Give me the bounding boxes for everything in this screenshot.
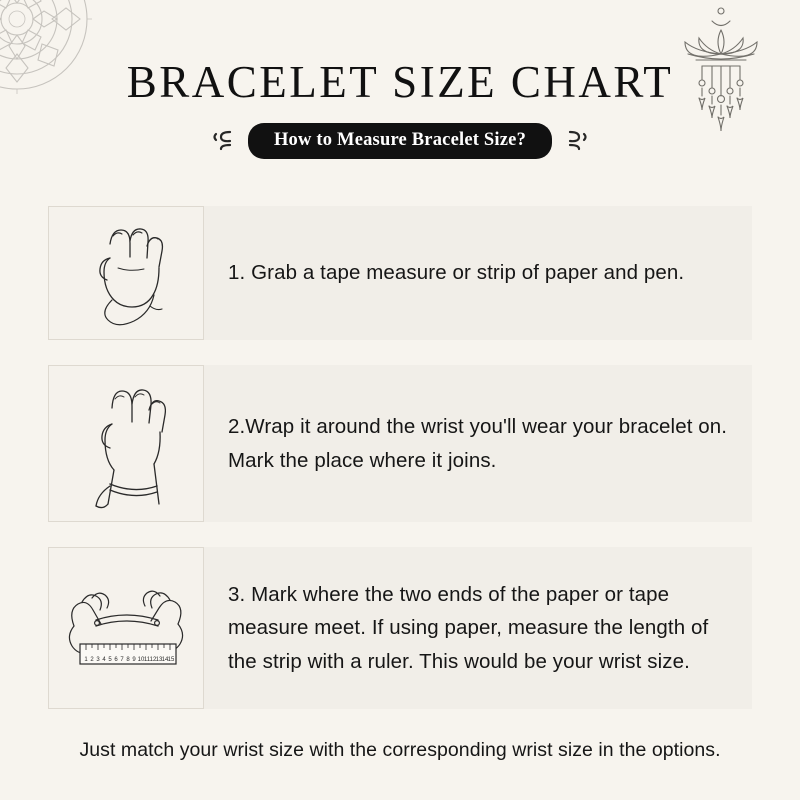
squiggle-right-icon (564, 128, 590, 154)
footer-note: Just match your wrist size with the corresponding wrist size in the options. (79, 739, 721, 761)
step-3-text: 3. Mark where the two ends of the paper or tape measure meet. If using paper, measure the length of the strip with a ruler. This would be your wrist size. (228, 583, 709, 673)
svg-text:8: 8 (126, 657, 130, 663)
hand-with-tape-around-wrist-icon (66, 374, 186, 514)
steps-list (48, 206, 752, 734)
subtitle-row (0, 123, 800, 159)
list-item (48, 365, 752, 522)
svg-text:4: 4 (102, 657, 106, 663)
svg-text:12: 12 (149, 657, 157, 663)
subtitle-pill: How to Measure Bracelet Size? (248, 123, 552, 159)
hand-holding-tape-measure-icon (66, 214, 186, 332)
svg-text:7: 7 (120, 657, 124, 663)
svg-text:13: 13 (155, 657, 163, 663)
squiggle-left-icon (210, 128, 236, 154)
svg-text:6: 6 (114, 657, 118, 663)
svg-text:1: 1 (84, 657, 88, 663)
step-1-text: 1. Grab a tape measure or strip of paper and pen. (228, 261, 685, 285)
svg-text:5: 5 (108, 657, 112, 663)
list-item (48, 206, 752, 340)
step-3-illustration (48, 547, 204, 709)
svg-text:3: 3 (96, 657, 100, 663)
step-1-illustration (48, 206, 204, 340)
page-title: BRACELET SIZE CHART (126, 57, 674, 107)
step-2-illustration (48, 365, 204, 522)
step-2-text: 2.Wrap it around the wrist you'll wear your bracelet on. Mark the place where it joins. (228, 415, 728, 472)
svg-text:10: 10 (137, 657, 145, 663)
svg-text:14: 14 (161, 657, 169, 663)
svg-text:11: 11 (143, 657, 151, 663)
svg-text:9: 9 (132, 657, 136, 663)
list-item (48, 547, 752, 709)
svg-text:15: 15 (167, 657, 175, 663)
hands-measuring-strip-with-ruler-icon (56, 568, 196, 688)
svg-text:2: 2 (90, 657, 94, 663)
